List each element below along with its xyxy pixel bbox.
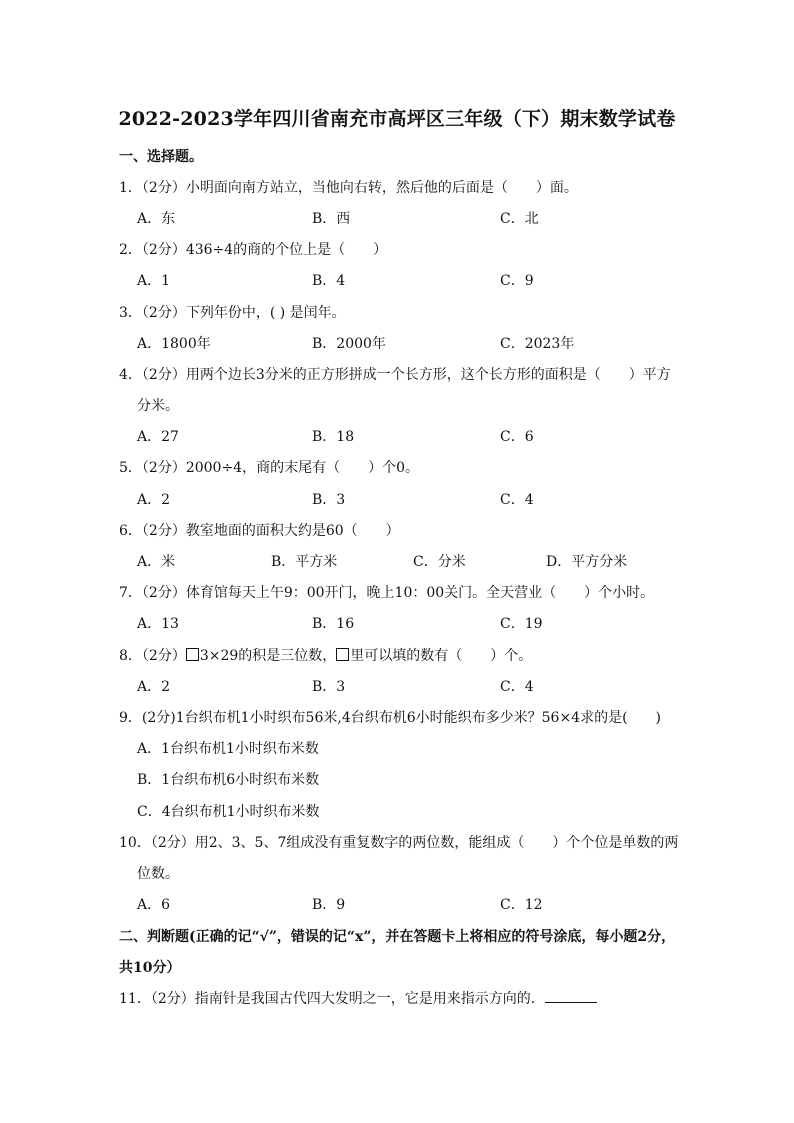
question-10: 10．（2分）用2、3、5、7组成没有重复数字的两位数，能组成（ ）个个位是单数的两: [119, 835, 679, 851]
option-c: C．4台织布机1小时织布米数: [137, 804, 320, 820]
question-11-text: 11．（2分）指南针是我国古代四大发明之一，它是用来指示方向的．: [119, 991, 545, 1007]
section-heading-judgement: 二、判断题(正确的记“√”，错误的记“x”，并在答题卡上将相应的符号涂底，每小题2分，: [119, 929, 676, 945]
option-b: B．西: [312, 211, 351, 227]
option-c: C．北: [500, 211, 539, 227]
question-4-continuation: 分米。: [137, 398, 179, 414]
option-b: B．3: [312, 492, 346, 508]
option-a: A．2: [137, 492, 171, 508]
option-a: A．27: [137, 429, 179, 445]
question-5-options: [137, 489, 697, 509]
question-8-options: [137, 676, 697, 696]
section-heading-choice: 一、选择题。: [119, 149, 203, 165]
question-3-options: [137, 333, 697, 353]
question-2-options: [137, 270, 697, 290]
option-a: A．2: [137, 679, 171, 695]
option-c: C．19: [500, 616, 543, 632]
question-6-options: [137, 551, 697, 571]
question-8-text: 3×29的积是三位数，: [199, 648, 337, 664]
option-b: B．4: [312, 273, 346, 289]
question-4-options: [137, 426, 697, 446]
blank-box-icon: [336, 648, 349, 661]
option-d: D．平方分米: [546, 554, 628, 570]
option-c: C．12: [500, 897, 543, 913]
page-title: 2022-2023学年四川省南充市高坪区三年级（下）期末数学试卷: [118, 108, 676, 130]
question-7-options: [137, 613, 697, 633]
question-4: 4．（2分）用两个边长3分米的正方形拼成一个长方形，这个长方形的面积是（ ）平方: [119, 367, 671, 383]
option-a: A．米: [137, 554, 176, 570]
option-b: B．16: [312, 616, 355, 632]
question-5: 5．（2分）2000÷4，商的末尾有（ ）个0。: [119, 460, 419, 476]
option-a: A．1800年: [137, 336, 211, 352]
question-10-continuation: 位数。: [137, 866, 179, 882]
question-6: 6．（2分）教室地面的面积大约是60（ ）: [119, 523, 400, 539]
option-a: A．13: [137, 616, 179, 632]
option-c: C．2023年: [500, 336, 575, 352]
option-a: A．1: [137, 273, 171, 289]
option-a: A．1台织布机1小时织布米数: [137, 741, 319, 757]
question-9: 9．(2分)1台织布机1小时织布56米,4台织布机6小时能织布多少米？56×4求的是( ): [119, 710, 662, 726]
option-a: A．6: [137, 897, 171, 913]
question-8-rest: 里可以填的数有（ ）个。: [350, 648, 533, 664]
section-heading-judgement-continuation: 共10分）: [119, 960, 181, 976]
question-11: [119, 988, 597, 1008]
option-b: B．1台织布机6小时织布米数: [137, 772, 320, 788]
blank-box-icon: [186, 648, 199, 661]
answer-blank[interactable]: [545, 988, 597, 1003]
option-b: B．平方米: [271, 554, 338, 570]
option-c: C．4: [500, 492, 534, 508]
question-7: 7．（2分）体育馆每天上午9：00开门，晚上10：00关门。全天营业（ ）个小时。: [119, 585, 655, 601]
question-1-options: [137, 208, 697, 228]
option-c: C．9: [500, 273, 534, 289]
question-8-prefix: 8．（2分）: [119, 648, 186, 664]
option-b: B．3: [312, 679, 346, 695]
option-b: B．2000年: [312, 336, 386, 352]
option-c: C．4: [500, 679, 534, 695]
option-a: A．东: [137, 211, 176, 227]
question-10-options: [137, 894, 697, 914]
option-c: C．分米: [413, 554, 466, 570]
question-2: 2．（2分）436÷4的商的个位上是（ ）: [119, 242, 388, 258]
option-b: B．9: [312, 897, 346, 913]
option-c: C．6: [500, 429, 534, 445]
question-3: 3．（2分）下列年份中，( ) 是闰年。: [119, 305, 346, 321]
question-1: 1．（2分）小明面向南方站立，当他向右转，然后他的后面是（ ）面。: [119, 180, 578, 196]
question-8: [119, 645, 532, 665]
option-b: B．18: [312, 429, 355, 445]
